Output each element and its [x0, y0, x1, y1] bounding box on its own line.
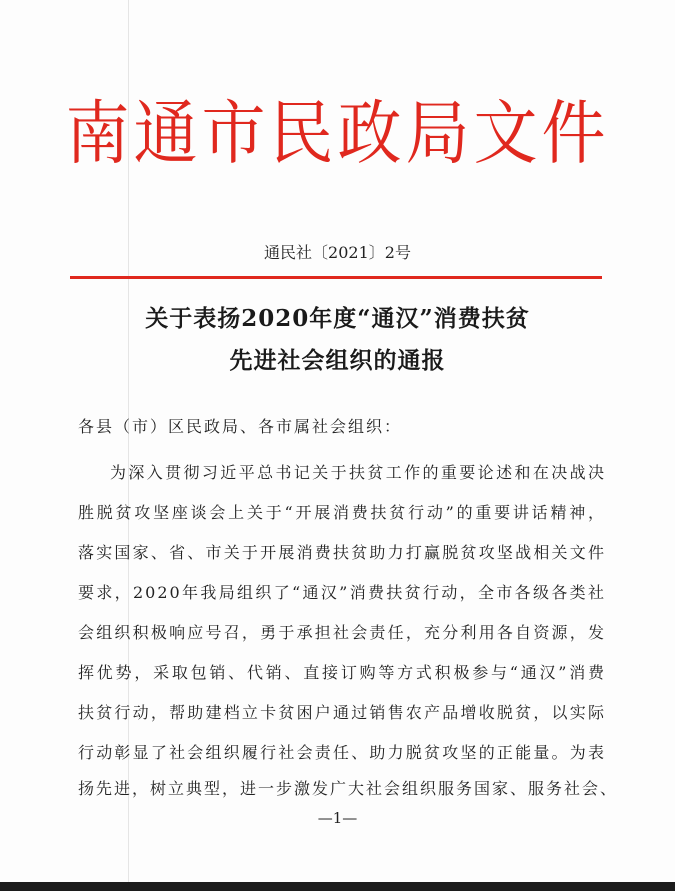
- salutation: 各县（市）区民政局、各市属社会组织：: [78, 417, 403, 436]
- notice-title-line-1: 关于表扬2020年度“通汉”消费扶贫: [145, 305, 530, 332]
- masthead-title: 南通市民政局文件: [65, 94, 610, 175]
- body-paragraph-line: 为深入贯彻习近平总书记关于扶贫工作的重要论述和在决战决: [110, 463, 606, 482]
- body-paragraph-line: 行动彰显了社会组织履行社会责任、助力脱贫攻坚的正能量。为表: [78, 743, 606, 762]
- body-paragraph-line: 胜脱贫攻坚座谈会上关于“开展消费扶贫行动”的重要讲话精神，: [78, 503, 606, 522]
- body-paragraph-line: 要求，2020年我局组织了“通汉”消费扶贫行动，全市各级各类社: [78, 583, 606, 602]
- document-number: 通民社〔2021〕2号: [264, 243, 411, 262]
- body-paragraph-line: 落实国家、省、市关于开展消费扶贫助力打赢脱贫攻坚战相关文件: [78, 543, 606, 562]
- body-paragraph-line: 扬先进，树立典型，进一步激发广大社会组织服务国家、服务社会、: [78, 779, 619, 798]
- body-paragraph-line: 挥优势，采取包销、代销、直接订购等方式积极参与“通汉”消费: [78, 663, 606, 682]
- body-paragraph-line: 扶贫行动，帮助建档立卡贫困户通过销售农产品增收脱贫，以实际: [78, 703, 606, 722]
- scan-bottom-edge: [0, 882, 675, 891]
- body-paragraph-line: 会组织积极响应号召，勇于承担社会责任，充分利用各自资源，发: [78, 623, 606, 642]
- page-number: —1—: [317, 809, 358, 827]
- red-separator-rule: [70, 276, 602, 279]
- notice-title-line-2: 先进社会组织的通报: [229, 347, 446, 374]
